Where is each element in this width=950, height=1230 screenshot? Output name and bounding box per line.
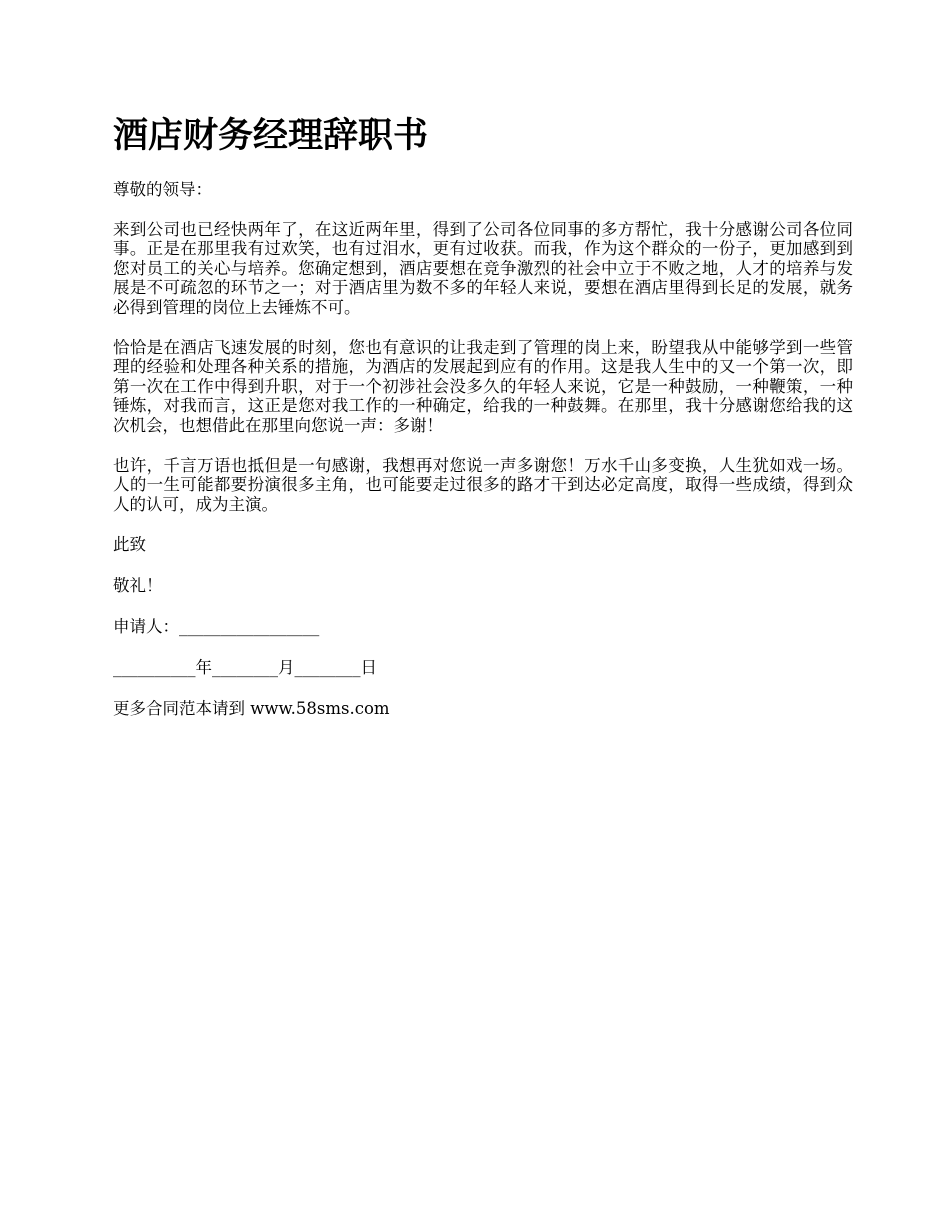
paragraph-3: 也许，千言万语也抵但是一句感谢，我想再对您说一声多谢您！万水千山多变换，人生犹如戏一场。人的一生可能都要扮演很多主角，也可能要走过很多的路才干到达必定高度，取得一些成绩，得到众人的认可，成为主演。: [113, 456, 853, 514]
document-title: 酒店财务经理辞职书: [113, 115, 429, 156]
date-line: __________年________月________日: [113, 658, 377, 678]
footer-link-text: 更多合同范本请到 www.58sms.com: [113, 699, 390, 719]
applicant-signature-line: 申请人：_________________: [113, 617, 320, 637]
closing-salutation: 此致: [113, 535, 146, 555]
paragraph-1: 来到公司也已经快两年了，在这近两年里，得到了公司各位同事的多方帮忙，我十分感谢公司各位同事。正是在那里我有过欢笑，也有过泪水，更有过收获。而我，作为这个群众的一份子，更加感到到您对员工的关心与培养。您确定想到，酒店要想在竞争激烈的社会中立于不败之地，人才的培养与发展是不可疏忽的环节之一；对于酒店里为数不多的年轻人来说，要想在酒店里得到长足的发展，就务必得到管理的岗位上去锤炼不可。: [113, 220, 853, 317]
document-page: [113, 110, 853, 740]
closing-regards: 敬礼！: [113, 576, 163, 596]
greeting: 尊敬的领导：: [113, 180, 212, 199]
paragraph-2: 恰恰是在酒店飞速发展的时刻，您也有意识的让我走到了管理的岗上来，盼望我从中能够学到一些管理的经验和处理各种关系的措施，为酒店的发展起到应有的作用。这是我人生中的又一个第一次，即第一次在工作中得到升职，对于一个初涉社会没多久的年轻人来说，它是一种鼓励，一种鞭策，一种锤炼，对我而言，这正是您对我工作的一种确定，给我的一种鼓舞。在那里，我十分感谢您给我的这次机会，也想借此在那里向您说一声：多谢！: [113, 338, 853, 435]
